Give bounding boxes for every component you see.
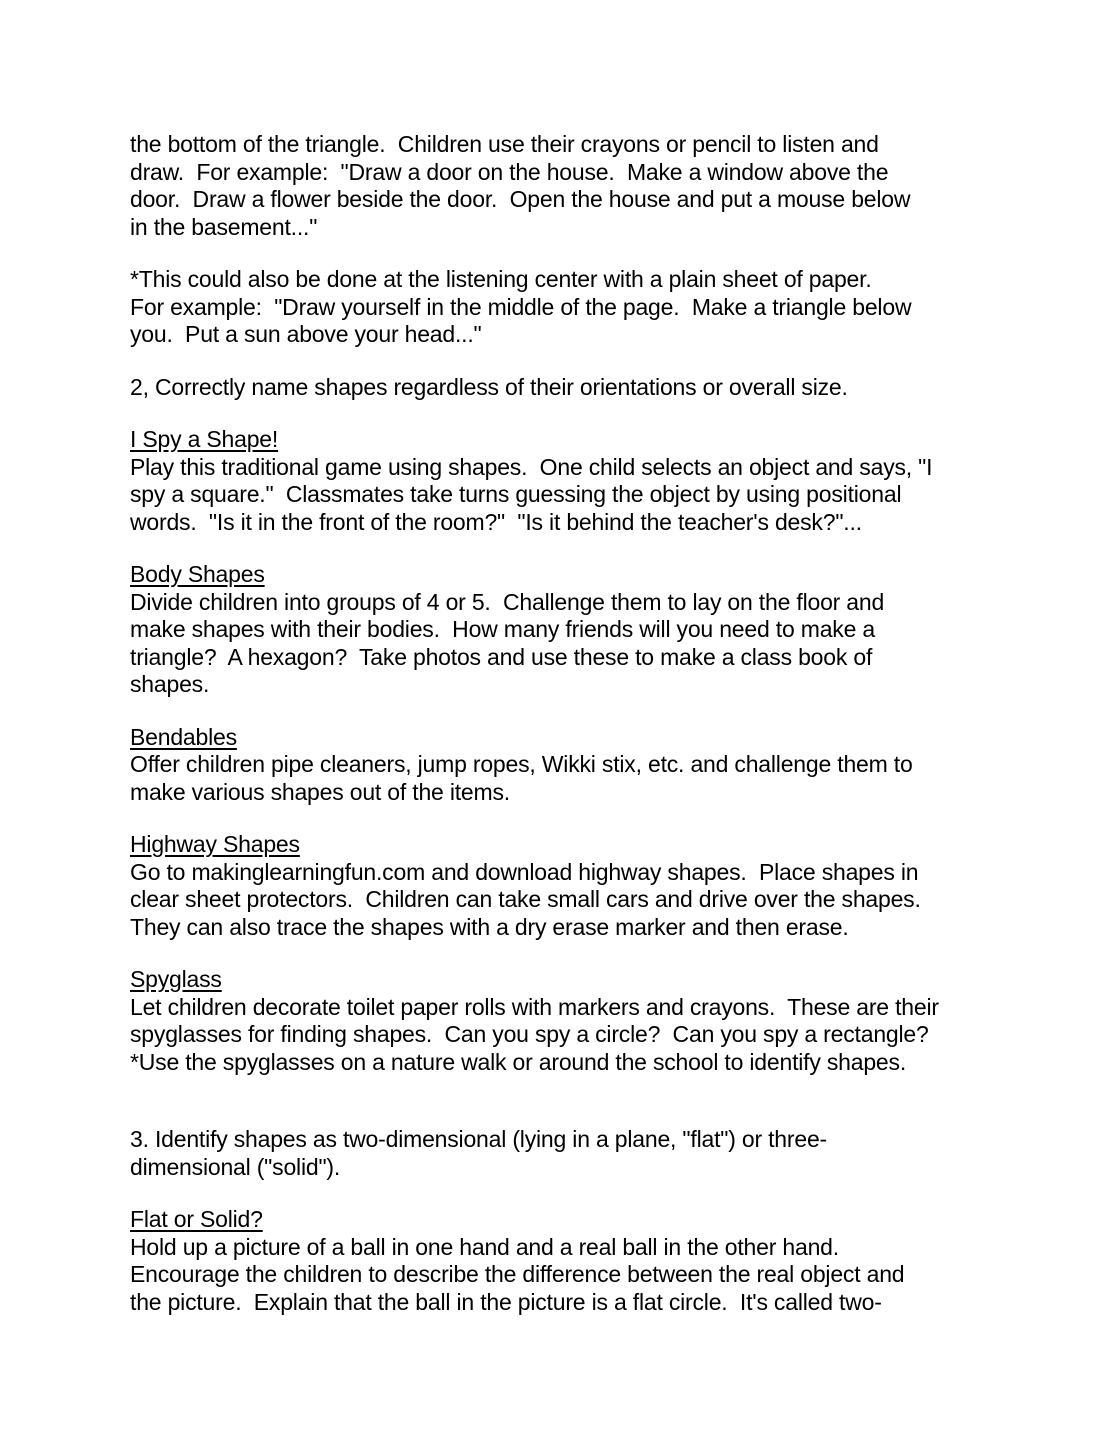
text-line: words. "Is it in the front of the room?" "Is it behind the teacher's desk?"... [130, 508, 862, 535]
section-spyglass [130, 966, 1073, 1076]
text-line: make various shapes out of the items. [130, 778, 510, 805]
text-line: draw. For example: "Draw a door on the house. Make a window above the [130, 158, 889, 185]
section-heading-i-spy-a-shape: I Spy a Shape! [130, 426, 279, 452]
text-line: make shapes with their bodies. How many friends will you need to make a [130, 616, 875, 642]
text-line: They can also trace the shapes with a dry erase marker and then erase. [130, 913, 849, 940]
text-line: Play this traditional game using shapes. One child selects an object and says, "I [130, 453, 933, 480]
text-line: 2, Correctly name shapes regardless of their orientations or overall size. [130, 373, 848, 400]
standard-item-2 [130, 374, 1073, 402]
text-line: spy a square." Classmates take turns guessing the object by using positional [130, 481, 902, 507]
text-line: 3. Identify shapes as two-dimensional (lying in a plane, "flat") or three- [130, 1126, 827, 1152]
section-heading-highway-shapes: Highway Shapes [130, 831, 300, 857]
section-highway-shapes [130, 831, 1073, 941]
intro-paragraph [130, 131, 1073, 241]
text-line: door. Draw a flower beside the door. Open the house and put a mouse below [130, 186, 911, 212]
text-line: Go to makinglearningfun.com and download highway shapes. Place shapes in [130, 858, 919, 885]
section-i-spy-a-shape [130, 426, 1073, 536]
section-bendables [130, 724, 1073, 807]
text-line: Encourage the children to describe the difference between the real object and [130, 1261, 905, 1287]
text-line: in the basement..." [130, 213, 318, 240]
text-line: *Use the spyglasses on a nature walk or around the school to identify shapes. [130, 1048, 907, 1075]
text-line: Offer children pipe cleaners, jump ropes, Wikki stix, etc. and challenge them to [130, 751, 913, 777]
text-line: clear sheet protectors. Children can take small cars and drive over the shapes. [130, 886, 921, 912]
section-flat-or-solid [130, 1206, 1073, 1316]
text-line: *This could also be done at the listening center with a plain sheet of paper. [130, 266, 872, 292]
section-body-shapes [130, 561, 1073, 699]
text-line: For example: "Draw yourself in the middle of the page. Make a triangle below [130, 293, 912, 320]
section-heading-spyglass: Spyglass [130, 966, 222, 992]
text-line: shapes. [130, 671, 210, 697]
text-line: dimensional ("solid"). [130, 1153, 341, 1180]
listening-center-note [130, 266, 1073, 349]
text-line: you. Put a sun above your head..." [130, 321, 482, 347]
text-line: the bottom of the triangle. Children use their crayons or pencil to listen and [130, 131, 879, 157]
text-line: the picture. Explain that the ball in the picture is a flat circle. It's called two- [130, 1288, 882, 1315]
text-line: Let children decorate toilet paper rolls with markers and crayons. These are their [130, 993, 939, 1020]
section-heading-bendables: Bendables [130, 723, 237, 750]
text-line: Hold up a picture of a ball in one hand and a real ball in the other hand. [130, 1233, 839, 1260]
text-line: triangle? A hexagon? Take photos and use these to make a class book of [130, 643, 873, 670]
standard-item-3 [130, 1126, 1073, 1181]
text-line: Divide children into groups of 4 or 5. Challenge them to lay on the floor and [130, 588, 885, 615]
text-line: spyglasses for finding shapes. Can you spy a circle? Can you spy a rectangle? [130, 1021, 929, 1047]
section-heading-body-shapes: Body Shapes [130, 561, 265, 587]
section-heading-flat-or-solid: Flat or Solid? [130, 1206, 263, 1232]
